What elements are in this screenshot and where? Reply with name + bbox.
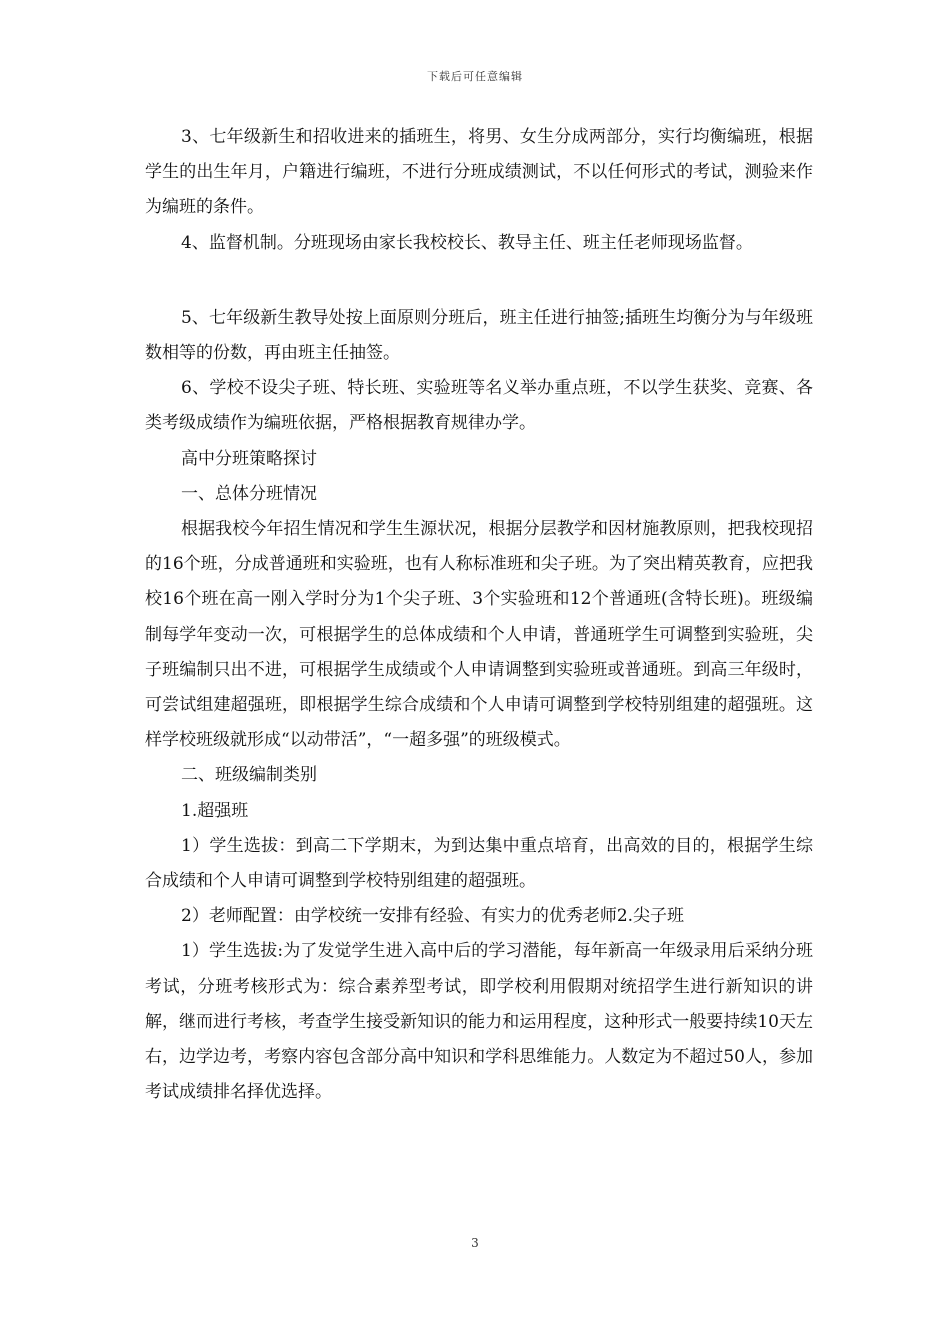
heading-super-class: 1.超强班: [181, 800, 249, 821]
paragraph-gap: [145, 261, 813, 301]
document-body: [145, 120, 813, 1110]
paragraph-teacher-config: 2）老师配置：由学校统一安排有经验、有实力的优秀老师2.尖子班: [181, 906, 685, 927]
page-header: 下载后可任意编辑: [427, 70, 523, 83]
paragraph-top-selection: 1）学生选拔:为了发觉学生进入高中后的学习潜能，每年新高一年级录用后采纳分班考试，分班考核形式为：综合素养型考试，即学校利用假期对统招学生进行新知识的讲解，继而进行考核，考查学生接受新知识的能力和运用程度，这种形式一般要持续10天左右，边学边考，考察内容包含部分高中知识和学科思维能力。人数定为不超过50人，参加考试成绩排名择优选择。: [145, 941, 813, 1103]
heading-overall: 一、总体分班情况: [181, 483, 317, 504]
paragraph-4: 4、监督机制。分班现场由家长我校校长、教导主任、班主任老师现场监督。: [181, 232, 753, 253]
page-number: 3: [471, 1236, 479, 1250]
paragraph-super-selection: 1）学生选拔：到高二下学期末，为到达集中重点培育，出高效的目的，根据学生综合成绩和个人申请可调整到学校特别组建的超强班。: [145, 835, 813, 892]
paragraph-overall: 根据我校今年招生情况和学生生源状况，根据分层教学和因材施教原则，把我校现招的16个班，分成普通班和实验班，也有人称标准班和尖子班。为了突出精英教育，应把我校16个班在高一刚入学时分为1个尖子班、3个实验班和12个普通班(含特长班)。班级编制每学年变动一次，可根据学生的总体成绩和个人申请，普通班学生可调整到实验班，尖子班编制只出不进，可根据学生成绩或个人申请调整到实验班或普通班。到高三年级时，可尝试组建超强班，即根据学生综合成绩和个人申请可调整到学校特别组建的超强班。这样学校班级就形成“以动带活”，“一超多强”的班级模式。: [145, 519, 813, 751]
heading-categories: 二、班级编制类别: [181, 765, 317, 786]
section-title: 高中分班策略探讨: [181, 448, 317, 469]
paragraph-3: 3、七年级新生和招收进来的插班生，将男、女生分成两部分，实行均衡编班，根据学生的出生年月，户籍进行编班，不进行分班成绩测试，不以任何形式的考试，测验来作为编班的条件。: [145, 127, 813, 218]
paragraph-5: 5、七年级新生教导处按上面原则分班后，班主任进行抽签;插班生均衡分为与年级班数相等的份数，再由班主任抽签。: [145, 307, 813, 364]
paragraph-6: 6、学校不设尖子班、特长班、实验班等名义举办重点班，不以学生获奖、竞赛、各类考级成绩作为编班依据，严格根据教育规律办学。: [145, 378, 813, 434]
